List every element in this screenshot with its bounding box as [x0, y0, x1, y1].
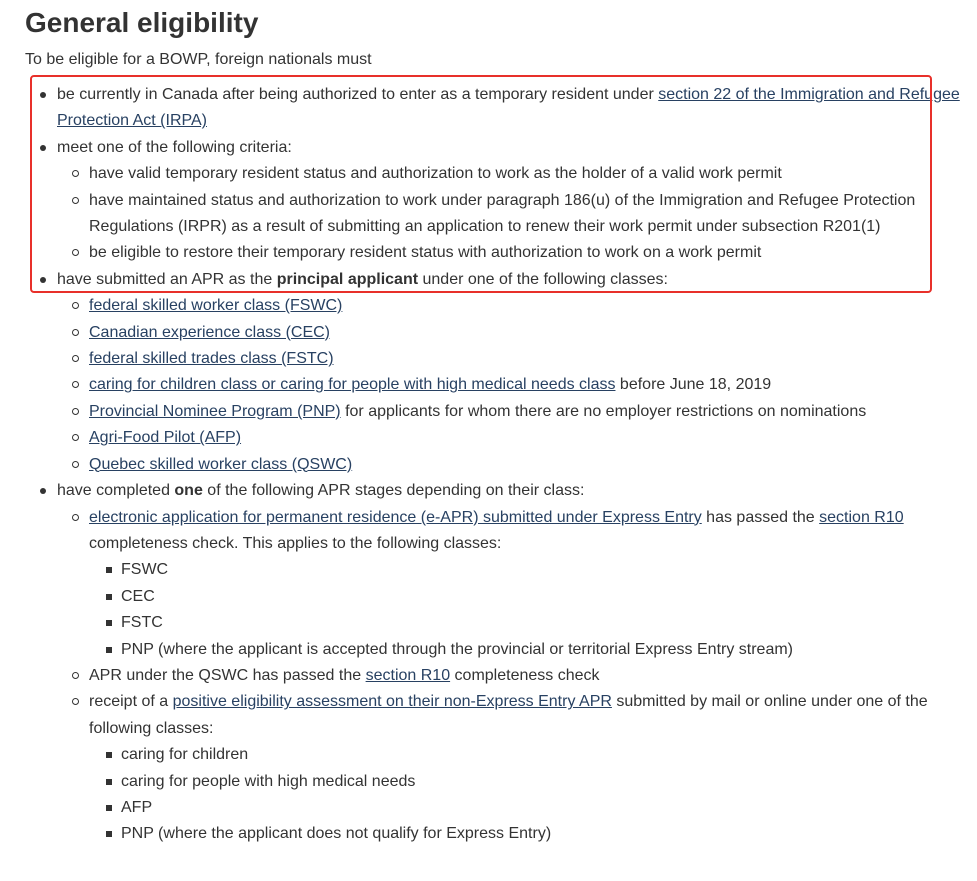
item-text: meet one of the following criteria:	[57, 138, 292, 156]
classes-list	[57, 293, 960, 478]
sub-item: FSWC	[89, 557, 960, 583]
qswc-link[interactable]: Quebec skilled worker class (QSWC)	[89, 455, 353, 473]
class-item	[57, 320, 960, 346]
class-item	[57, 372, 960, 398]
sub-item: caring for children	[89, 742, 960, 768]
class-item	[57, 293, 960, 319]
section-r10-link[interactable]: section R10	[365, 666, 451, 684]
section-r10-link[interactable]: section R10	[819, 508, 904, 526]
stage-item	[57, 663, 960, 689]
bold-text: principal applicant	[276, 270, 419, 288]
intro-text: To be eligible for a BOWP, foreign nationals must	[25, 51, 372, 68]
item-text: have submitted an APR as the	[57, 270, 277, 288]
afp-link[interactable]: Agri-Food Pilot (AFP)	[89, 429, 242, 447]
stage-item	[57, 505, 960, 663]
class-item	[57, 399, 960, 425]
fswc-link[interactable]: federal skilled worker class (FSWC)	[89, 297, 343, 315]
item-text: have completed	[57, 482, 175, 500]
item-text: of the following APR stages depending on their class:	[202, 482, 585, 500]
list-item	[0, 267, 960, 478]
fstc-link[interactable]: federal skilled trades class (FSTC)	[89, 350, 334, 368]
page-title: General eligibility	[25, 7, 259, 38]
non-express-entry-classes-list	[89, 742, 960, 848]
class-item	[57, 452, 960, 478]
sub-item: CEC	[89, 584, 960, 610]
class-note: for applicants for whom there are no employer restrictions on nominations	[340, 402, 867, 420]
cec-link[interactable]: Canadian experience class (CEC)	[89, 323, 330, 341]
criteria-item: have valid temporary resident status and authorization to work as the holder of a valid work permit	[57, 161, 960, 187]
positive-eligibility-assessment-link[interactable]: positive eligibility assessment on their non-Express Entry APR	[172, 693, 612, 711]
sub-item: FSTC	[89, 610, 960, 636]
sub-item: PNP (where the applicant is accepted through the provincial or territorial Express Entry stream)	[89, 637, 960, 663]
stage-text: submitted by mail or online under one of the following classes:	[89, 693, 928, 737]
express-entry-classes-list	[89, 557, 960, 663]
e-apr-express-entry-link[interactable]: electronic application for permanent residence (e-APR) submitted under Express Entry	[89, 508, 702, 526]
pnp-link[interactable]: Provincial Nominee Program (PNP)	[89, 402, 341, 420]
item-text: under one of the following classes:	[418, 270, 668, 288]
class-item	[57, 346, 960, 372]
stage-text: APR under the QSWC has passed the	[89, 666, 366, 684]
list-item	[0, 478, 960, 848]
caring-class-link[interactable]: caring for children class or caring for people with high medical needs class	[89, 376, 616, 394]
list-item	[0, 82, 960, 135]
stage-text: has passed the	[701, 508, 820, 526]
bold-text: one	[174, 482, 203, 500]
criteria-item: be eligible to restore their temporary resident status with authorization to work on a work permit	[57, 240, 960, 266]
criteria-item: have maintained status and authorization to work under paragraph 186(u) of the Immigration and Refugee Protection Regulations (IRPR) as a result of submitting an application to renew their work permit under subsection R201(1)	[57, 188, 960, 241]
class-note: before June 18, 2019	[615, 376, 772, 394]
eligibility-list	[0, 82, 960, 848]
stage-text: receipt of a	[89, 693, 173, 711]
list-item	[0, 135, 960, 267]
stage-text: completeness check. This applies to the following classes:	[89, 534, 502, 552]
stages-list	[57, 505, 960, 848]
sub-item: PNP (where the applicant does not qualify for Express Entry)	[89, 821, 960, 847]
item-text: be currently in Canada after being authorized to enter as a temporary resident under	[57, 86, 659, 103]
sub-item: caring for people with high medical needs	[89, 769, 960, 795]
irpa-section-22-link[interactable]: section 22 of the Immigration and Refugee Protection Act (IRPA)	[57, 86, 960, 130]
criteria-list	[57, 161, 960, 267]
stage-item	[57, 689, 960, 847]
stage-text: completeness check	[450, 666, 600, 684]
class-item	[57, 425, 960, 451]
sub-item: AFP	[89, 795, 960, 821]
